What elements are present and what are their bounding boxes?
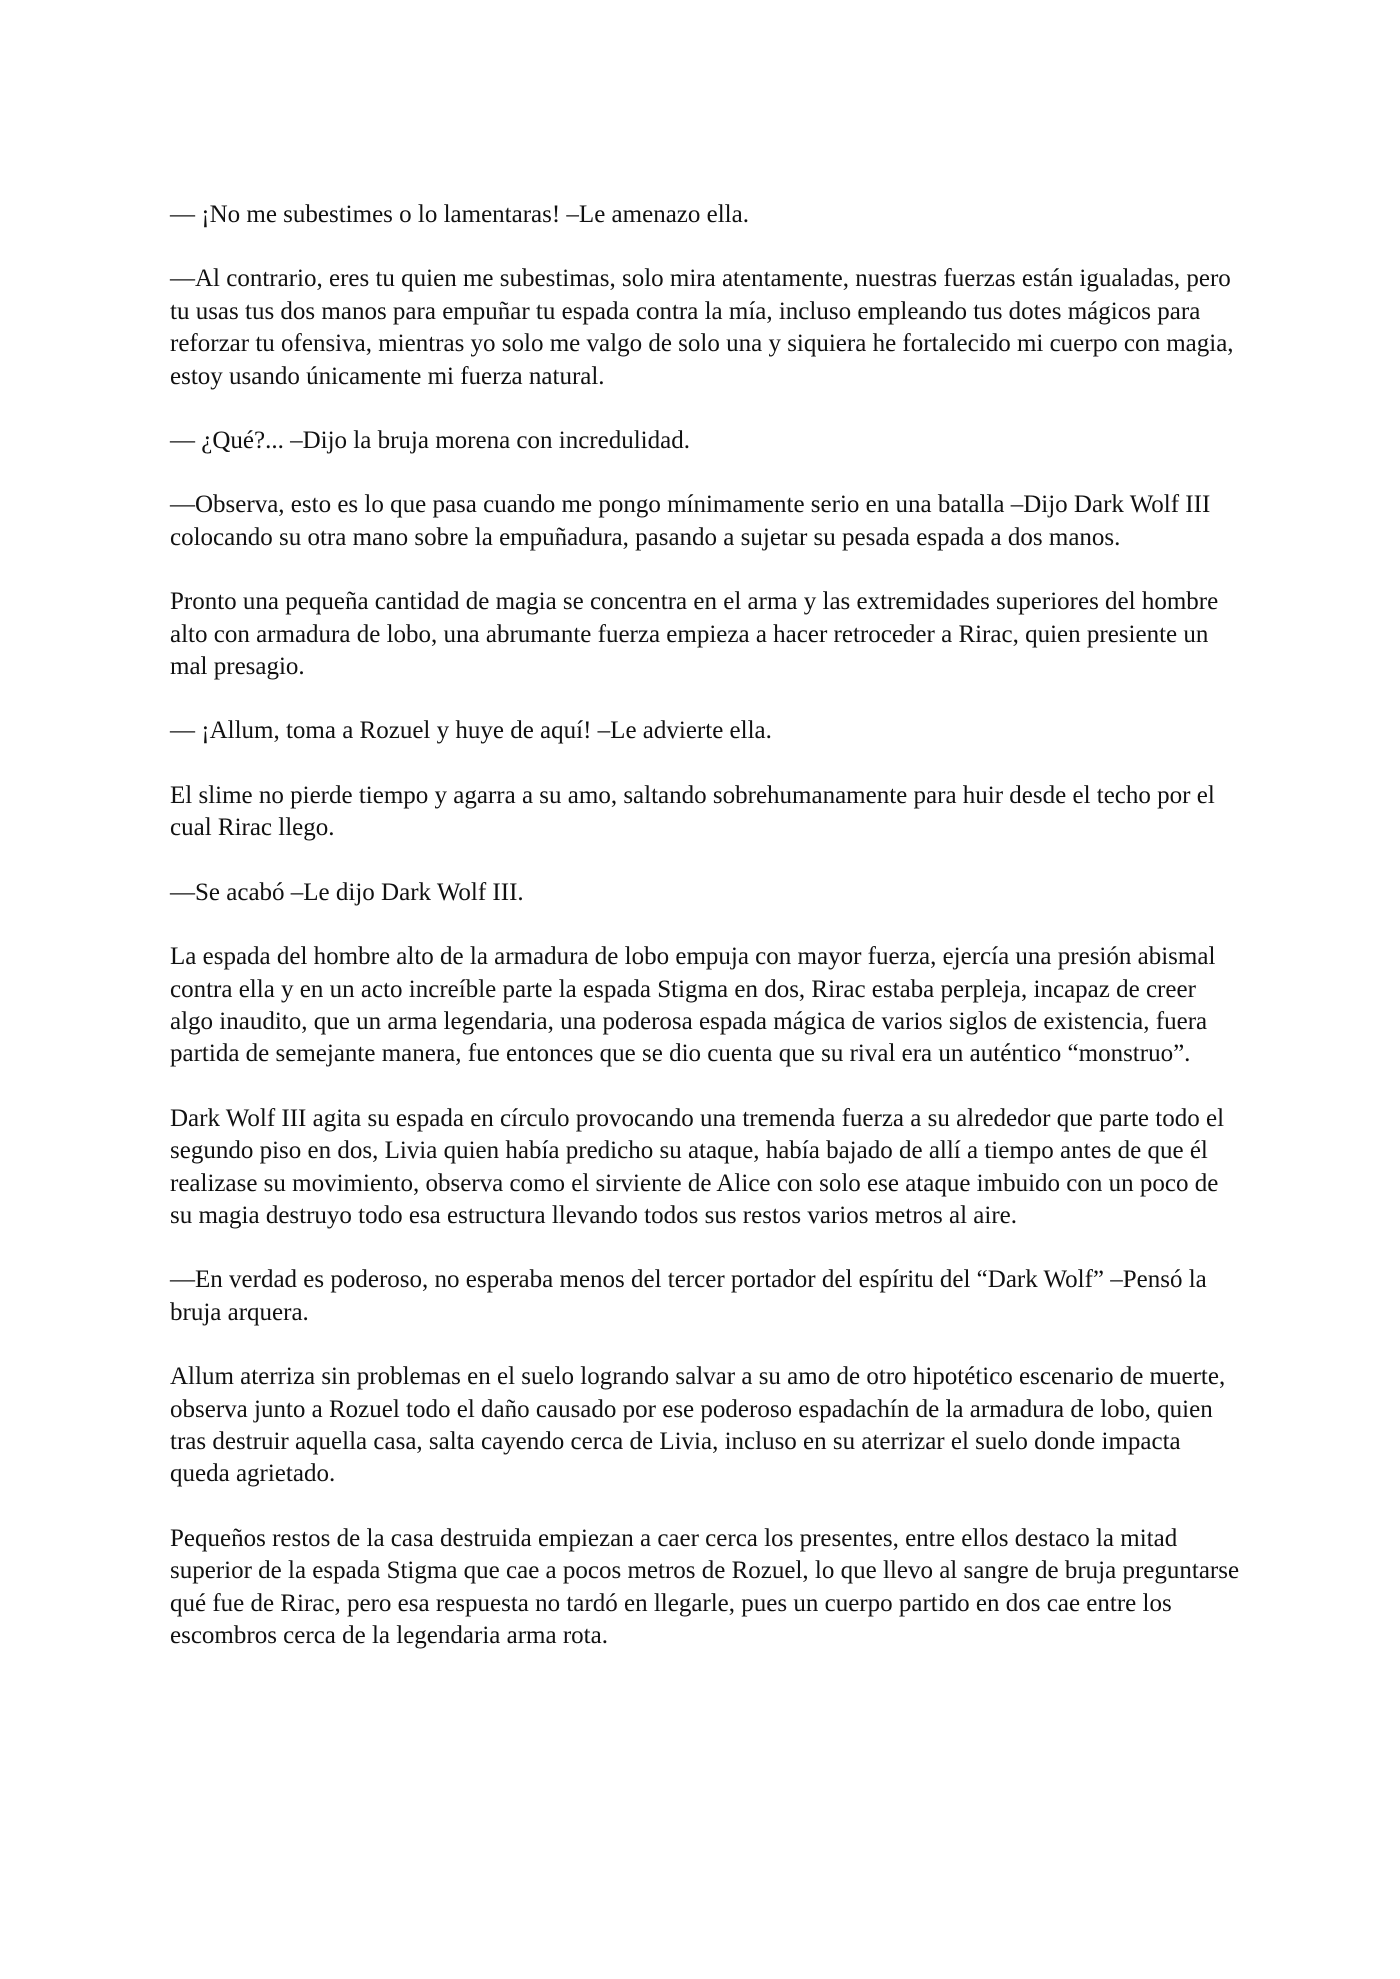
- paragraph-9: La espada del hombre alto de la armadura de lobo empuja con mayor fuerza, ejercía una presión abismal contra ella y en un acto increíble parte la espada Stigma en dos, Rirac estaba perpleja, incapaz de creer algo inaudito, que un arma legendaria, una poderosa espada mágica de varios siglos de existencia, fuera partida de semejante manera, fue entonces que se dio cuenta que su rival era un auténtico “monstruo”.: [170, 943, 1216, 1068]
- paragraph-12: Allum aterriza sin problemas en el suelo logrando salvar a su amo de otro hipotético escenario de muerte, observa junto a Rozuel todo el daño causado por ese poderoso espadachín de la armadura de lobo, quien tras destruir aquella casa, salta cayendo cerca de Livia, incluso en su aterrizar el suelo donde impacta queda agrietado.: [170, 1363, 1226, 1488]
- paragraph-2: —Al contrario, eres tu quien me subestimas, solo mira atentamente, nuestras fuerzas están igualadas, pero tu usas tus dos manos para empuñar tu espada contra la mía, incluso empleando tus dotes mágicos para reforzar tu ofensiva, mientras yo solo me valgo de solo una y siquiera he fortalecido mi cuerpo con magia, estoy usando únicamente mi fuerza natural.: [170, 265, 1234, 390]
- paragraph-7: El slime no pierde tiempo y agarra a su amo, saltando sobrehumanamente para huir desde el techo por el cual Rirac llego.: [170, 781, 1215, 842]
- story-text: [170, 199, 1240, 1684]
- paragraph-11: —En verdad es poderoso, no esperaba menos del tercer portador del espíritu del “Dark Wolf” –Pensó la bruja arquera.: [170, 1266, 1207, 1326]
- paragraph-10: Dark Wolf III agita su espada en círculo provocando una tremenda fuerza a su alrededor que parte todo el segundo piso en dos, Livia quien había predicho su ataque, había bajado de allí a tiempo antes de que él realizase su movimiento, observa como el sirviente de Alice con solo ese ataque imbuido con un poco de su magia destruyo todo esa estructura llevando todos sus restos varios metros al aire.: [170, 1104, 1225, 1229]
- paragraph-1: — ¡No me subestimes o lo lamentaras! –Le amenazo ella.: [170, 201, 749, 228]
- paragraph-4: —Observa, esto es lo que pasa cuando me pongo mínimamente serio en una batalla –Dijo Dark Wolf III colocando su otra mano sobre la empuñadura, pasando a sujetar su pesada espada a dos manos.: [170, 491, 1211, 551]
- paragraph-13: Pequeños restos de la casa destruida empiezan a caer cerca los presentes, entre ellos destaco la mitad superior de la espada Stigma que cae a pocos metros de Rozuel, lo que llevo al sangre de bruja preguntarse qué fue de Rirac, pero esa respuesta no tardó en llegarle, pues un cuerpo partido en dos cae entre los escombros cerca de la legendaria arma rota.: [170, 1524, 1240, 1649]
- paragraph-8: —Se acabó –Le dijo Dark Wolf III.: [170, 878, 524, 906]
- paragraph-6: — ¡Allum, toma a Rozuel y huye de aquí! –Le advierte ella.: [170, 717, 772, 745]
- paragraph-5: Pronto una pequeña cantidad de magia se concentra en el arma y las extremidades superiores del hombre alto con armadura de lobo, una abrumante fuerza empieza a hacer retroceder a Rirac, quien presiente un mal presagio.: [170, 588, 1219, 681]
- paragraph-3: — ¿Qué?... –Dijo la bruja morena con incredulidad.: [170, 427, 690, 455]
